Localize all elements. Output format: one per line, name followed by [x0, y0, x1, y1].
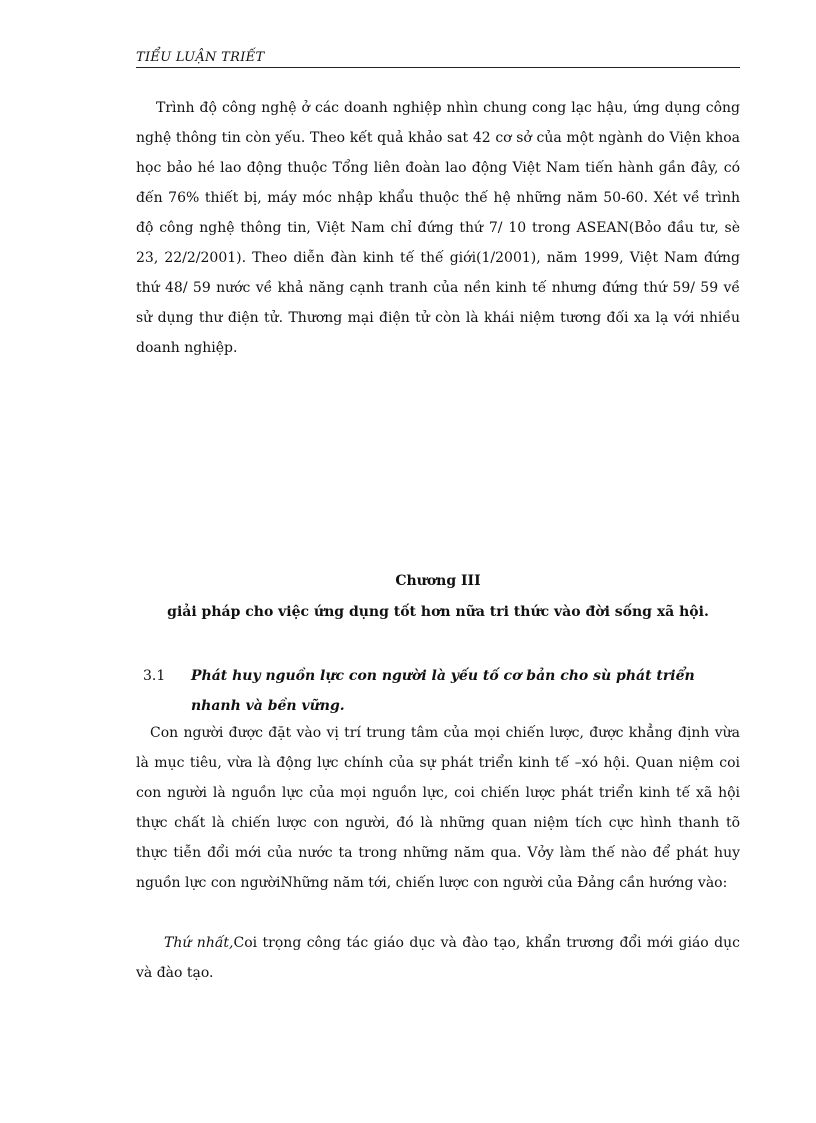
intro-paragraph: Trình độ công nghệ ở các doanh nghiệp nhìn chung cong lạc hậu, ứng dụng công nghệ thông tin còn yếu. Theo kết quả khảo sat 42 cơ sở của một ngành do Viện khoa học bảo hé lao động thuộc Tổng liên đoàn lao động Việt Nam tiến hành gần đây, có đến 76% thiết bị, máy móc nhập khẩu thuộc thế hệ những năm 50-60. Xét về trình độ công nghệ thông tin, Việt Nam chỉ đứng thứ 7/ 10 trong ASEAN(Bỏo đầu tư, sè 23, 22/2/2001). Theo diễn đàn kinh tế thế giới(1/2001), năm 1999, Việt Nam đứng thứ 48/ 59 nước về khả năng cạnh tranh của nền kinh tế nhưng đứng thứ 59/ 59 về sử dụng thư điện tử. Thương mại điện tử còn là khái niệm tương đối xa lạ với nhiều doanh nghiệp. — [136, 100, 740, 356]
first-point-lead: Thứ nhất, — [164, 935, 234, 951]
chapter-title: giải pháp cho việc ứng dụng tốt hơn nữa tri thức vào đời sống xã hội. — [167, 604, 709, 620]
chapter-number: Chương III — [395, 573, 481, 589]
first-point-paragraph — [136, 928, 740, 988]
section-title: Phát huy nguồn lực con người là yếu tố cơ bản cho sù phát triển nhanh và bền vững. — [191, 668, 695, 714]
page-header — [136, 49, 740, 68]
section-number: 3.1 — [143, 668, 166, 684]
first-point-text: Coi trọng công tác giáo dục và đào tạo, khẩn trương đổi mới giáo dục và đào tạo. — [136, 935, 740, 981]
header-title: TIỂU LUẬN TRIẾT — [136, 50, 265, 65]
body-paragraph: Con người được đặt vào vị trí trung tâm của mọi chiến lược, được khẳng định vừa là mục tiêu, vừa là động lực chính của sự phát triển kinh tế –xó hội. Quan niệm coi con người là nguồn lực của mọi nguồn lực, coi chiến lược phát triển kinh tế xã hội thực chất là chiến lược con người, đó là những quan niệm tích cực hình thanh tõ thực tiễn đổi mới của nước ta trong những năm qua. Vởy làm thế nào để phát huy nguồn lực con ngườiNhững năm tới, chiến lược con người của Đảng cần hướng vào: — [136, 725, 740, 891]
